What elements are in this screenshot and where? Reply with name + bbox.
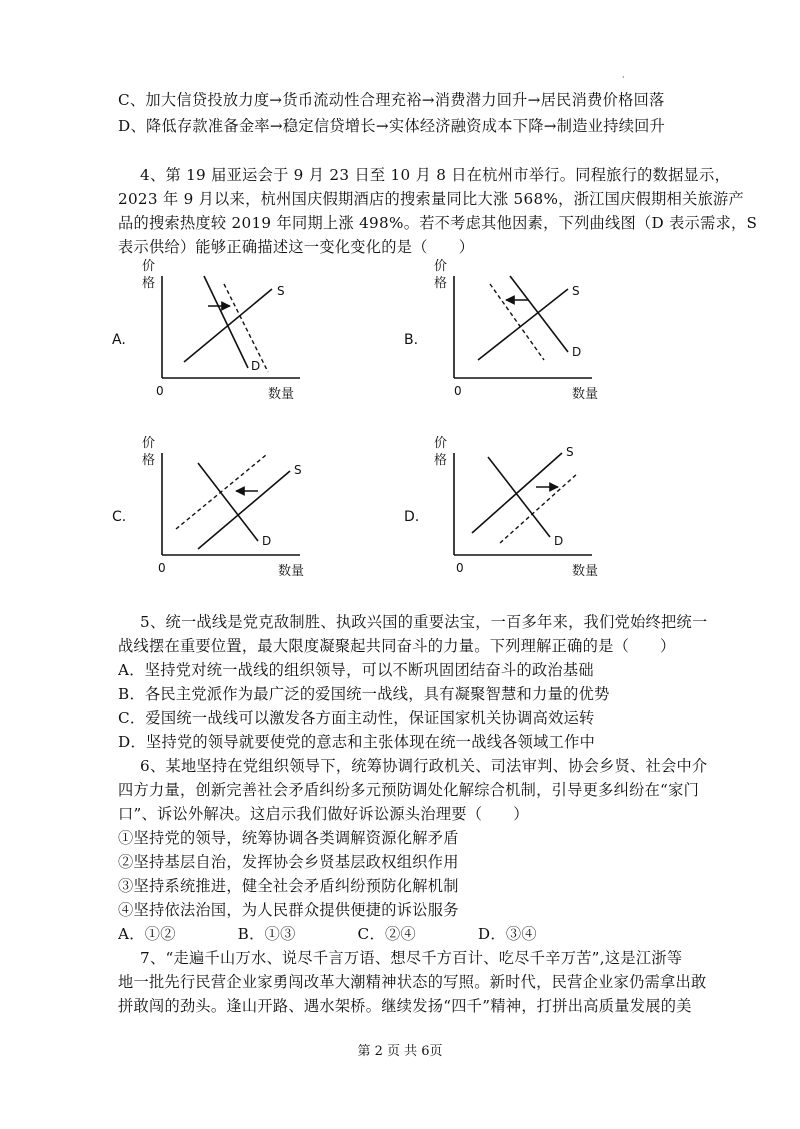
demand-label: D [262,534,272,548]
page-footer: 第 2 页 共 6页 [357,1044,443,1059]
q3-option-d: D、降低存款准备金率→稳定信贷增长→实体经济融资成本下降→制造业持续回升 [118,117,666,135]
demand-label: D [572,345,582,359]
q6-item-4: ④坚持依法治国，为人民群众提供便捷的诉讼服务 [118,901,459,919]
q6-stem-line2: 四方力量，创新完善社会矛盾纠纷多元预防调处化解综合机制，引导更多纠纷在“家门 [118,781,700,799]
graph-c-label: C. [112,509,127,525]
quantity-axis-label: 数量 [268,387,295,402]
q4-stem-line2: 2023 年 9 月以来，杭州国庆假期酒店的搜索量同比大涨 568%，浙江国庆假期相关旅游产 [118,190,745,208]
q5-option-a: A．坚持党对统一战线的组织领导，可以不断巩固团结奋斗的政治基础 [118,661,594,679]
supply-label: S [277,284,285,298]
q6-item-1: ①坚持党的领导，统筹协调各类调解资源化解矛盾 [118,829,459,847]
q4-stem-line4: 表示供给）能够正确描述这一变化变化的是（ ） [118,238,475,256]
q7-stem-line2: 地一批先行民营企业家勇闯改革大潮精神状态的写照。新时代，民营企业家仍需拿出敢 [118,973,707,991]
q5-option-d: D．坚持党的领导就要使党的意志和主张体现在统一战线各领域工作中 [118,733,596,751]
q7-stem-line3: 拼敢闯的劲头。逢山开路、遇水架桥。继续发扬“四千”精神，打拼出高质量发展的美 [118,997,692,1015]
supply-curve [198,471,290,549]
demand-label: D [251,359,261,373]
supply-label: S [294,463,302,477]
supply-label: S [566,445,574,459]
demand-curve [488,457,550,537]
demand-curve [198,463,258,541]
supply-curve-shifted [500,473,578,543]
q6-item-2: ②坚持基层自治，发挥协会乡贤基层政权组织作用 [118,853,459,871]
price-axis-label-top: 价 [142,259,156,274]
origin-label: 0 [158,561,166,575]
quantity-axis-label: 数量 [278,564,305,579]
q4-stem-line1: 4、第 19 届亚运会于 9 月 23 日至 10 月 8 日在杭州市举行。同程旅行的数据显示， [140,166,731,184]
q7-stem-line1: 7、“走遍千山万水、说尽千言万语、想尽千方百计、吃尽千辛万苦”,这是江浙等 [140,949,683,967]
graph-a [140,256,320,406]
q5-stem-line2: 战线摆在重要位置，最大限度凝聚起共同奋斗的力量。下列理解正确的是（ ） [118,637,676,655]
price-axis-label-bottom: 格 [142,453,156,468]
supply-curve [472,453,562,533]
demand-curve [510,276,568,352]
graph-a-label: A. [112,332,126,348]
origin-label: 0 [454,384,462,398]
graph-d-label: D. [404,509,420,525]
supply-label: S [572,284,580,298]
quantity-axis-label: 数量 [572,387,599,402]
q5-option-b: B．各民主党派作为最广泛的爱国统一战线，具有凝聚智慧和力量的优势 [118,685,610,703]
price-axis-label-bottom: 格 [434,276,448,291]
graph-c [140,433,320,583]
q3-option-c: C、加大信贷投放力度→货币流动性合理充裕→消费潜力回升→居民消费价格回落 [118,91,665,109]
graph-b [432,256,612,406]
q6-options: A．①② B．①③ C．②④ D．③④ [118,925,537,943]
price-axis-label-bottom: 格 [434,453,448,468]
scan-dot: · [622,73,625,82]
price-axis-label-top: 价 [142,436,156,451]
demand-label: D [554,534,564,548]
graph-d [432,433,612,583]
q6-item-3: ③坚持系统推进，健全社会矛盾纠纷预防化解机制 [118,877,459,895]
q6-stem-line3: 口”、诉讼外解决。这启示我们做好诉讼源头治理要（ ） [118,805,529,823]
origin-label: 0 [156,384,164,398]
graph-b-label: B. [404,332,419,348]
demand-curve-shifted [490,284,544,360]
q5-option-c: C．爱国统一战线可以激发各方面主动性，保证国家机关协调高效运转 [118,709,595,727]
q5-stem-line1: 5、统一战线是党克敌制胜、执政兴国的重要法宝，一百多年来，我们党始终把统一 [140,613,708,631]
price-axis-label-top: 价 [434,436,448,451]
origin-label: 0 [456,561,464,575]
demand-curve [204,276,248,368]
price-axis-label-top: 价 [434,259,448,274]
quantity-axis-label: 数量 [572,564,599,579]
q4-stem-line3: 品的搜索热度较 2019 年同期上涨 498%。若不考虑其他因素，下列曲线图（D 表示需求，S [118,214,758,232]
price-axis-label-bottom: 格 [142,276,156,291]
q6-stem-line1: 6、某地坚持在党组织领导下，统筹协调行政机关、司法审判、协会乡贤、社会中介 [140,757,708,775]
